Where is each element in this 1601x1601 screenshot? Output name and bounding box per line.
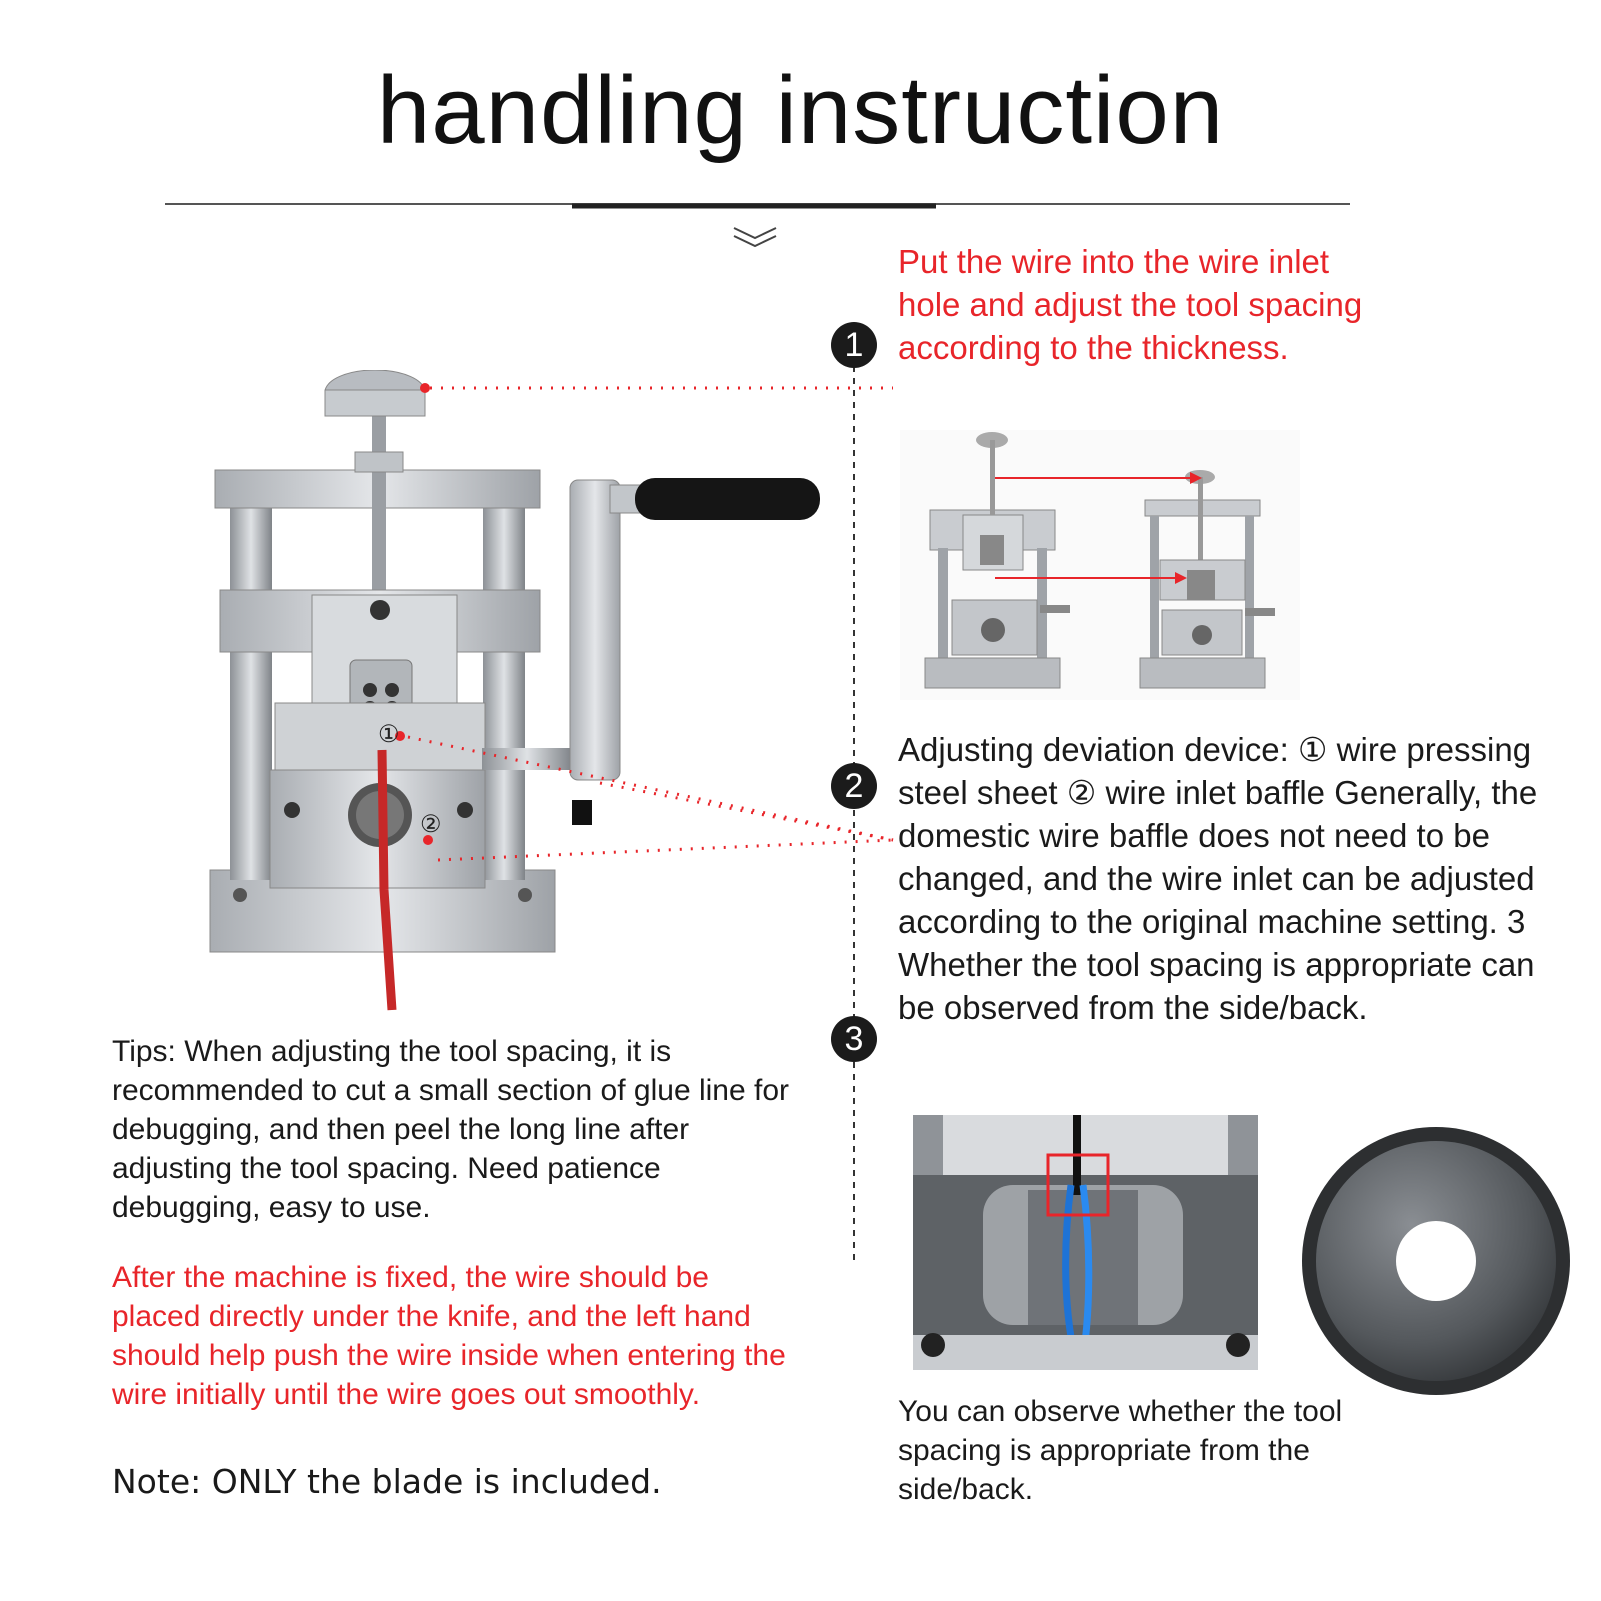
circular-blade-image [1300, 1125, 1572, 1397]
adjustment-comparison-image [900, 430, 1300, 700]
blade-closeup-image [913, 1115, 1258, 1370]
marker-2-label: ② [420, 810, 442, 838]
page-title: handling instruction [376, 57, 1225, 164]
step-1-text: Put the wire into the wire inlet hole and adjust the tool spacing according to the thickness. [898, 243, 1363, 366]
step-3-badge: 3 [831, 1016, 877, 1062]
observe-text: You can observe whether the tool spacing is appropriate from the side/back. [898, 1395, 1343, 1506]
note-text: Note: ONLY the blade is included. [112, 1462, 662, 1501]
step-2-text: Adjusting deviation device: ① wire pressing steel sheet ② wire inlet baffle Generally, the domestic wire baffle does not need to be changed, and the wire inlet can be adjusted according to the original machine setting. 3 Whether the tool spacing is appropriate can be observed from the side/back. [898, 731, 1538, 1026]
warning-text: After the machine is fixed, the wire should be placed directly under the knife, and the left hand should help push the wire inside when entering the wire initially until the wire goes out smoothly. [112, 1261, 786, 1411]
marker-1-label: ① [378, 720, 400, 748]
step-2-badge: 2 [831, 763, 877, 809]
step-1-badge: 1 [831, 322, 877, 368]
tips-text: Tips: When adjusting the tool spacing, it is recommended to cut a small section of glue line for debugging, and then peel the long line after adjusting the tool spacing. Need patience debugging, easy to use. [112, 1035, 790, 1224]
